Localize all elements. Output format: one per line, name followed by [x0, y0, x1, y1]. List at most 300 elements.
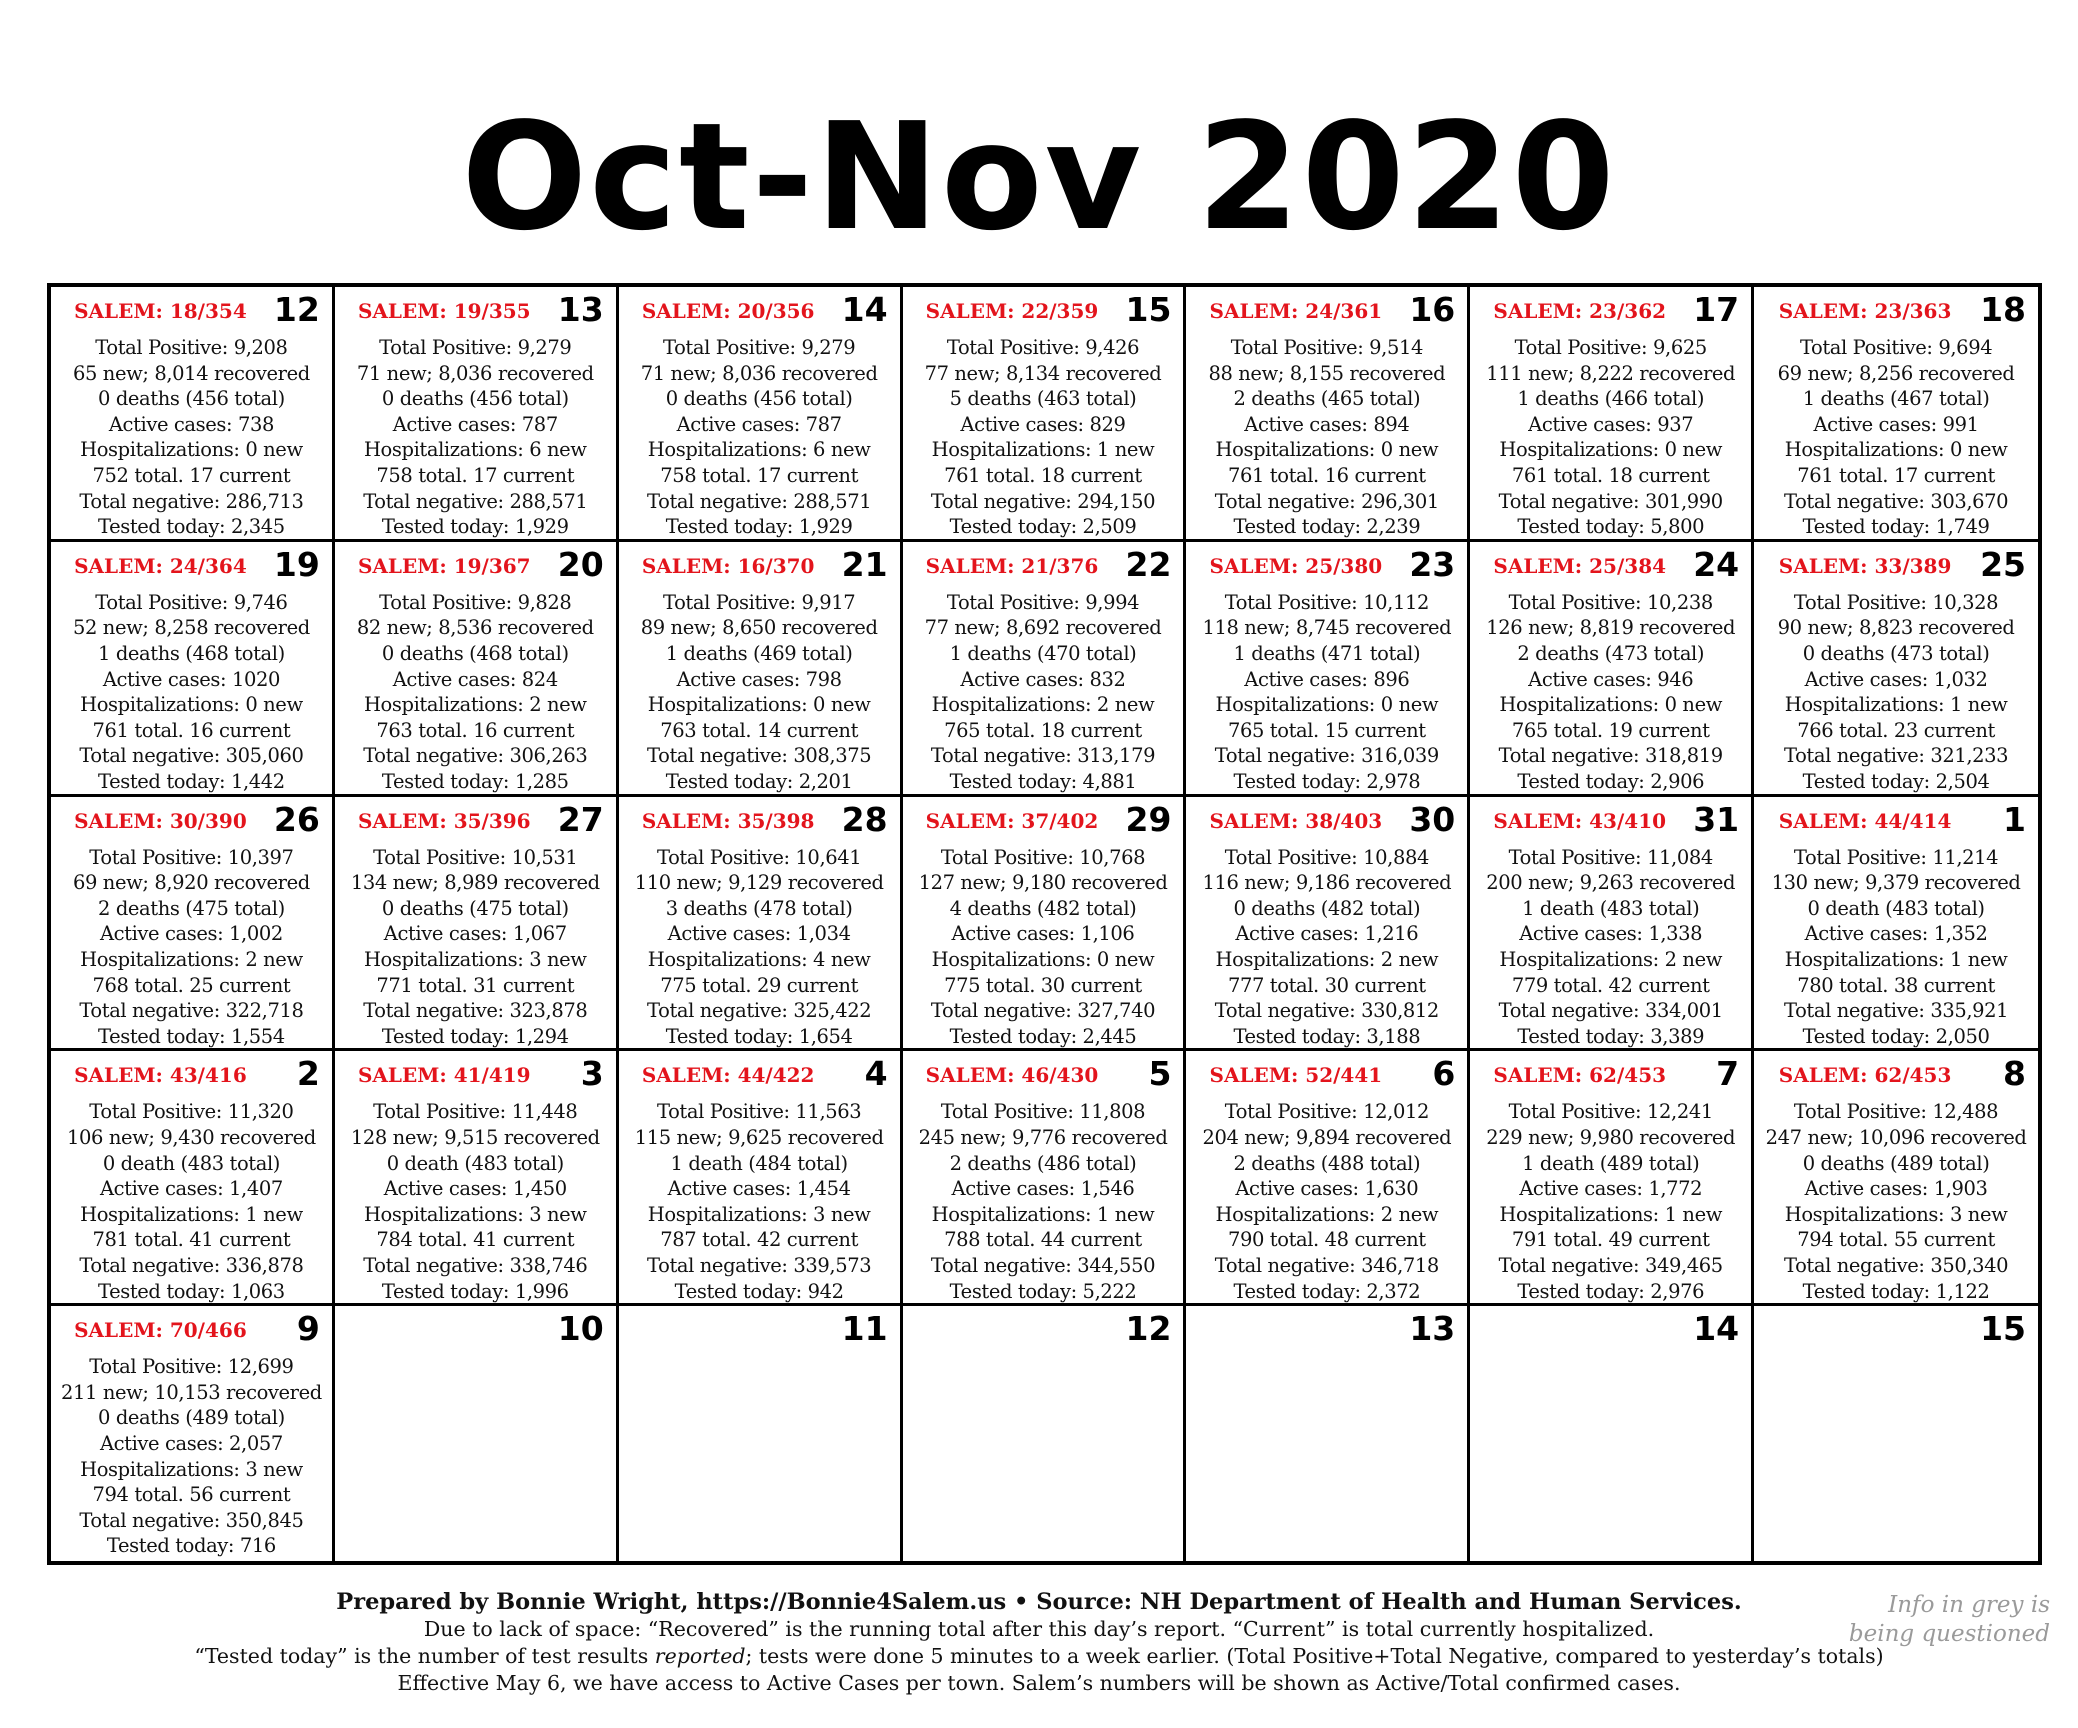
hospitalizations-new: Hospitalizations: 3 new [80, 1457, 303, 1481]
day-stats [903, 335, 1184, 540]
active-cases: Active cases: 937 [1528, 412, 1694, 436]
day-number: 1 [2003, 799, 2026, 839]
total-positive: Total Positive: 9,625 [1514, 336, 1707, 359]
active-cases: Active cases: 1,067 [383, 922, 567, 946]
hospitalizations-new: Hospitalizations: 0 new [1215, 693, 1439, 717]
calendar-day-cell [1470, 287, 1754, 542]
total-positive: Total Positive: 9,694 [1799, 336, 1993, 359]
day-number: 13 [1409, 1309, 1456, 1349]
hospitalizations-total: 761 total. 16 current [92, 718, 291, 742]
day-stats [1186, 1099, 1467, 1304]
recovered-line: 116 new; 9,186 recovered [1202, 871, 1452, 895]
calendar-day-cell [1470, 542, 1754, 797]
hospitalizations-new: Hospitalizations: 6 new [363, 438, 587, 462]
hospitalizations-total: 752 total. 17 current [92, 463, 291, 487]
total-negative: Total negative: 344,550 [930, 1253, 1156, 1277]
day-number: 6 [1432, 1054, 1456, 1094]
recovered-line: 229 new; 9,980 recovered [1486, 1125, 1736, 1149]
salem-cases: SALEM: 19/367 [357, 553, 531, 578]
day-stats [619, 590, 900, 795]
day-stats [1470, 845, 1751, 1050]
calendar-day-cell [1470, 1051, 1754, 1306]
recovered-line: 90 new; 8,823 recovered [1777, 616, 2015, 640]
calendar-day-cell [619, 1306, 903, 1561]
footer-tested-note-b: ; tests were done 5 minutes to a week earlier. (Total Positive+Total Negative, compared to yesterday’s totals) [745, 1644, 1884, 1668]
total-positive: Total Positive: 11,214 [1793, 845, 1999, 869]
deaths-line: 0 deaths (456 total) [98, 387, 285, 411]
day-stats [1186, 335, 1467, 540]
recovered-line: 106 new; 9,430 recovered [67, 1125, 316, 1149]
salem-cases: SALEM: 41/419 [357, 1063, 531, 1088]
calendar-day-cell [51, 797, 335, 1052]
hospitalizations-total: 765 total. 18 current [944, 718, 1142, 742]
hospitalizations-new: Hospitalizations: 0 new [1784, 438, 2008, 462]
active-cases: Active cases: 991 [1813, 412, 1979, 436]
total-negative: Total negative: 305,060 [79, 744, 304, 768]
total-negative: Total negative: 349,465 [1498, 1253, 1723, 1277]
hospitalizations-new: Hospitalizations: 0 new [931, 947, 1155, 971]
calendar-day-cell [335, 1051, 619, 1306]
recovered-line: 88 new; 8,155 recovered [1208, 361, 1446, 385]
total-positive: Total Positive: 12,699 [89, 1355, 294, 1379]
tested-today: Tested today: 2,445 [949, 1024, 1137, 1048]
day-number: 31 [1693, 799, 1740, 839]
tested-today: Tested today: 3,188 [1233, 1024, 1421, 1048]
total-positive: Total Positive: 11,808 [940, 1100, 1146, 1124]
hospitalizations-new: Hospitalizations: 3 new [1784, 1202, 2008, 1226]
total-negative: Total negative: 334,001 [1498, 999, 1723, 1023]
tested-today: Tested today: 2,201 [665, 769, 853, 793]
day-number: 3 [580, 1054, 604, 1094]
hospitalizations-new: Hospitalizations: 1 new [931, 1202, 1155, 1226]
deaths-line: 1 deaths (469 total) [665, 641, 853, 665]
total-negative: Total negative: 330,812 [1214, 999, 1439, 1023]
recovered-line: 77 new; 8,134 recovered [924, 361, 1162, 385]
tested-today: Tested today: 2,976 [1517, 1279, 1705, 1303]
salem-cases: SALEM: 33/389 [1778, 553, 1952, 578]
tested-today: Tested today: 1,554 [98, 1024, 285, 1048]
recovered-line: 247 new; 10,096 recovered [1765, 1125, 2027, 1149]
active-cases: Active cases: 829 [960, 412, 1126, 436]
hospitalizations-total: 794 total. 55 current [1797, 1228, 1995, 1252]
salem-cases: SALEM: 44/422 [641, 1063, 815, 1088]
recovered-line: 211 new; 10,153 recovered [61, 1380, 322, 1404]
hospitalizations-total: 761 total. 18 current [1511, 463, 1710, 487]
day-stats [51, 590, 332, 795]
deaths-line: 1 death (484 total) [670, 1151, 848, 1175]
calendar-day-cell [51, 542, 335, 797]
tested-today: Tested today: 4,881 [949, 769, 1137, 793]
salem-cases: SALEM: 30/390 [74, 808, 247, 833]
active-cases: Active cases: 1,338 [1519, 922, 1703, 946]
day-stats [1470, 1099, 1751, 1304]
hospitalizations-new: Hospitalizations: 2 new [80, 947, 303, 971]
deaths-line: 1 deaths (470 total) [949, 641, 1137, 665]
calendar-day-cell [619, 542, 903, 797]
calendar-day-cell [1754, 287, 2038, 542]
active-cases: Active cases: 1,772 [1519, 1177, 1703, 1201]
hospitalizations-total: 781 total. 41 current [92, 1228, 291, 1252]
total-positive: Total Positive: 10,112 [1224, 590, 1429, 614]
deaths-line: 0 death (483 total) [386, 1151, 564, 1175]
deaths-line: 4 deaths (482 total) [949, 896, 1137, 920]
deaths-line: 0 deaths (489 total) [1802, 1151, 1990, 1175]
salem-cases: SALEM: 35/398 [641, 808, 815, 833]
hospitalizations-total: 775 total. 29 current [660, 973, 859, 997]
hospitalizations-total: 763 total. 14 current [660, 718, 859, 742]
hospitalizations-total: 787 total. 42 current [660, 1228, 859, 1252]
total-negative: Total negative: 288,571 [363, 489, 588, 513]
calendar-day-cell [1186, 797, 1470, 1052]
day-number: 17 [1693, 290, 1740, 329]
deaths-line: 2 deaths (488 total) [1233, 1151, 1421, 1175]
day-number: 2 [296, 1054, 320, 1094]
deaths-line: 0 deaths (489 total) [98, 1406, 285, 1430]
total-positive: Total Positive: 11,563 [656, 1100, 862, 1124]
footer-tested-note-a: “Tested today” is the number of test results [194, 1644, 655, 1668]
salem-cases: SALEM: 62/453 [1493, 1063, 1667, 1088]
salem-cases: SALEM: 46/430 [925, 1063, 1099, 1088]
tested-today: Tested today: 2,978 [1233, 769, 1421, 793]
day-stats [51, 1354, 332, 1559]
recovered-line: 127 new; 9,180 recovered [918, 871, 1168, 895]
total-positive: Total Positive: 9,994 [946, 590, 1140, 614]
calendar-day-cell [1754, 797, 2038, 1052]
tested-today: Tested today: 1,294 [381, 1024, 569, 1048]
recovered-line: 245 new; 9,776 recovered [918, 1125, 1168, 1149]
hospitalizations-new: Hospitalizations: 1 new [931, 438, 1155, 462]
active-cases: Active cases: 1,450 [383, 1177, 567, 1201]
day-number: 7 [1716, 1054, 1740, 1094]
day-number: 9 [296, 1309, 320, 1349]
total-negative: Total negative: 346,718 [1214, 1253, 1439, 1277]
day-stats [619, 335, 900, 540]
calendar-day-cell [1754, 542, 2038, 797]
salem-cases: SALEM: 62/453 [1778, 1063, 1952, 1088]
day-stats [1754, 845, 2038, 1050]
calendar-day-cell [619, 287, 903, 542]
day-number: 14 [1693, 1309, 1740, 1349]
day-stats [335, 590, 616, 795]
total-positive: Total Positive: 9,279 [379, 336, 572, 359]
deaths-line: 0 deaths (475 total) [381, 896, 569, 920]
salem-cases: SALEM: 38/403 [1209, 808, 1383, 833]
day-number: 12 [1125, 1309, 1172, 1349]
day-number: 27 [557, 799, 604, 839]
day-stats [1470, 590, 1751, 795]
hospitalizations-total: 777 total. 30 current [1227, 973, 1426, 997]
salem-cases: SALEM: 23/363 [1778, 299, 1952, 323]
grey-note-line2: being questioned [1848, 1621, 2050, 1647]
deaths-line: 2 deaths (473 total) [1517, 641, 1705, 665]
active-cases: Active cases: 1,454 [667, 1177, 851, 1201]
footer-notes [0, 1588, 2078, 1697]
active-cases: Active cases: 1,407 [99, 1177, 283, 1201]
salem-cases: SALEM: 35/396 [357, 808, 531, 833]
day-stats [619, 845, 900, 1050]
salem-cases: SALEM: 18/354 [74, 299, 247, 323]
recovered-line: 82 new; 8,536 recovered [356, 616, 594, 640]
active-cases: Active cases: 896 [1244, 667, 1410, 691]
salem-cases: SALEM: 21/376 [925, 553, 1099, 578]
tested-today: Tested today: 3,389 [1517, 1024, 1705, 1048]
salem-cases: SALEM: 16/370 [641, 553, 815, 578]
salem-cases: SALEM: 24/364 [74, 553, 247, 578]
tested-today: Tested today: 2,050 [1802, 1024, 1990, 1048]
active-cases: Active cases: 1,216 [1235, 922, 1419, 946]
salem-cases: SALEM: 43/416 [74, 1063, 247, 1088]
calendar-day-cell [335, 1306, 619, 1561]
total-negative: Total negative: 294,150 [930, 489, 1156, 513]
active-cases: Active cases: 824 [392, 667, 558, 691]
day-number: 20 [557, 544, 604, 584]
tested-today: Tested today: 1,996 [381, 1279, 569, 1303]
footer-credit: Prepared by Bonnie Wright, https://Bonnie4Salem.us • Source: NH Department of Health and Human Services. [336, 1589, 1742, 1615]
day-number: 29 [1125, 799, 1172, 839]
active-cases: Active cases: 894 [1244, 412, 1410, 436]
day-stats [619, 1099, 900, 1304]
total-positive: Total Positive: 10,531 [373, 845, 578, 869]
day-stats [51, 845, 332, 1050]
hospitalizations-new: Hospitalizations: 2 new [1215, 947, 1439, 971]
total-positive: Total Positive: 10,884 [1224, 845, 1429, 869]
footer-tested-note-em: reported [654, 1644, 746, 1668]
calendar-day-cell [1186, 1051, 1470, 1306]
deaths-line: 0 deaths (482 total) [1233, 896, 1421, 920]
total-negative: Total negative: 350,340 [1783, 1253, 2009, 1277]
total-negative: Total negative: 303,670 [1783, 489, 2009, 513]
tested-today: Tested today: 2,372 [1233, 1279, 1421, 1303]
day-stats [903, 590, 1184, 795]
day-number: 10 [557, 1309, 604, 1349]
hospitalizations-total: 775 total. 30 current [944, 973, 1142, 997]
day-stats [51, 335, 332, 540]
active-cases: Active cases: 1,903 [1804, 1177, 1988, 1201]
total-negative: Total negative: 327,740 [930, 999, 1156, 1023]
total-negative: Total negative: 288,571 [647, 489, 872, 513]
total-negative: Total negative: 338,746 [363, 1253, 588, 1277]
day-number: 21 [841, 544, 888, 584]
total-positive: Total Positive: 9,828 [379, 590, 572, 614]
calendar-day-cell [619, 1051, 903, 1306]
recovered-line: 71 new; 8,036 recovered [640, 361, 878, 385]
recovered-line: 115 new; 9,625 recovered [634, 1125, 884, 1149]
tested-today: Tested today: 1,063 [98, 1279, 285, 1303]
hospitalizations-total: 761 total. 17 current [1797, 463, 1995, 487]
hospitalizations-total: 780 total. 38 current [1797, 973, 1995, 997]
tested-today: Tested today: 1,929 [381, 515, 569, 539]
day-number: 22 [1125, 544, 1172, 584]
day-stats [335, 1099, 616, 1304]
hospitalizations-total: 763 total. 16 current [376, 718, 575, 742]
deaths-line: 0 death (483 total) [102, 1151, 280, 1175]
day-number: 24 [1693, 544, 1740, 584]
salem-cases: SALEM: 23/362 [1493, 299, 1667, 323]
hospitalizations-total: 794 total. 56 current [92, 1483, 291, 1507]
hospitalizations-new: Hospitalizations: 0 new [80, 693, 303, 717]
deaths-line: 0 deaths (473 total) [1802, 641, 1990, 665]
total-positive: Total Positive: 9,208 [95, 336, 288, 359]
page-title: Oct-Nov 2020 [461, 91, 1617, 263]
day-number: 23 [1409, 544, 1456, 584]
calendar-day-cell [1754, 1051, 2038, 1306]
hospitalizations-new: Hospitalizations: 1 new [80, 1202, 303, 1226]
grey-note-line1: Info in grey is [1888, 1592, 2050, 1618]
day-number: 18 [1980, 290, 2026, 329]
salem-cases: SALEM: 19/355 [357, 299, 531, 323]
deaths-line: 2 deaths (475 total) [98, 896, 285, 920]
total-positive: Total Positive: 9,514 [1230, 336, 1423, 359]
active-cases: Active cases: 1,352 [1804, 922, 1988, 946]
active-cases: Active cases: 787 [676, 412, 842, 436]
tested-today: Tested today: 1,442 [98, 769, 285, 793]
tested-today: Tested today: 1,285 [381, 769, 569, 793]
day-number: 14 [841, 290, 888, 329]
salem-cases: SALEM: 52/441 [1209, 1063, 1383, 1088]
hospitalizations-total: 779 total. 42 current [1511, 973, 1710, 997]
total-positive: Total Positive: 9,279 [663, 336, 856, 359]
day-stats [903, 845, 1184, 1050]
total-positive: Total Positive: 12,241 [1508, 1100, 1713, 1124]
day-number: 11 [841, 1309, 888, 1349]
hospitalizations-total: 765 total. 15 current [1227, 718, 1426, 742]
active-cases: Active cases: 1,546 [951, 1177, 1135, 1201]
total-negative: Total negative: 318,819 [1498, 744, 1723, 768]
tested-today: Tested today: 1,749 [1802, 515, 1990, 539]
deaths-line: 2 deaths (465 total) [1233, 387, 1421, 411]
deaths-line: 1 death (483 total) [1522, 896, 1700, 920]
active-cases: Active cases: 2,057 [99, 1431, 283, 1455]
deaths-line: 0 death (483 total) [1807, 896, 1985, 920]
hospitalizations-new: Hospitalizations: 2 new [931, 693, 1155, 717]
total-positive: Total Positive: 10,397 [89, 845, 294, 869]
day-number: 16 [1409, 290, 1456, 329]
total-positive: Total Positive: 10,238 [1508, 590, 1713, 614]
calendar-day-cell [335, 797, 619, 1052]
tested-today: Tested today: 2,345 [98, 515, 285, 539]
total-positive: Total Positive: 12,488 [1793, 1100, 1999, 1124]
active-cases: Active cases: 1,034 [667, 922, 851, 946]
hospitalizations-new: Hospitalizations: 0 new [647, 693, 871, 717]
tested-today: Tested today: 942 [674, 1279, 844, 1303]
calendar-day-cell [903, 1051, 1187, 1306]
total-positive: Total Positive: 12,012 [1224, 1100, 1429, 1124]
calendar-day-cell [1754, 1306, 2038, 1561]
total-negative: Total negative: 316,039 [1214, 744, 1439, 768]
hospitalizations-new: Hospitalizations: 2 new [363, 693, 587, 717]
total-negative: Total negative: 296,301 [1214, 489, 1439, 513]
active-cases: Active cases: 787 [392, 412, 558, 436]
recovered-line: 204 new; 9,894 recovered [1202, 1125, 1452, 1149]
active-cases: Active cases: 1,002 [99, 922, 283, 946]
deaths-line: 0 deaths (468 total) [381, 641, 569, 665]
footer-space-note: Due to lack of space: “Recovered” is the running total after this day’s report. “Current” is total currently hospitalized. [423, 1617, 1655, 1641]
footer-active-note: Effective May 6, we have access to Active Cases per town. Salem’s numbers will be shown as Active/Total confirmed cases. [397, 1671, 1681, 1695]
total-positive: Total Positive: 11,084 [1508, 845, 1713, 869]
total-negative: Total negative: 335,921 [1783, 999, 2009, 1023]
hospitalizations-total: 784 total. 41 current [376, 1228, 575, 1252]
day-number: 25 [1980, 544, 2026, 584]
grey-info-note [1790, 1591, 2050, 1649]
recovered-line: 110 new; 9,129 recovered [634, 871, 884, 895]
calendar-day-cell [903, 542, 1187, 797]
deaths-line: 1 deaths (466 total) [1517, 387, 1705, 411]
salem-cases: SALEM: 24/361 [1209, 299, 1383, 323]
hospitalizations-total: 768 total. 25 current [92, 973, 291, 997]
active-cases: Active cases: 738 [108, 412, 274, 436]
deaths-line: 1 deaths (468 total) [98, 641, 285, 665]
deaths-line: 0 deaths (456 total) [665, 387, 853, 411]
total-negative: Total negative: 301,990 [1498, 489, 1723, 513]
day-number: 4 [864, 1054, 888, 1094]
tested-today: Tested today: 5,222 [949, 1279, 1137, 1303]
hospitalizations-total: 788 total. 44 current [944, 1228, 1142, 1252]
calendar-day-cell [1470, 1306, 1754, 1561]
total-positive: Total Positive: 9,426 [946, 336, 1140, 359]
hospitalizations-new: Hospitalizations: 0 new [80, 438, 303, 462]
tested-today: Tested today: 716 [106, 1534, 276, 1558]
calendar-day-cell [619, 797, 903, 1052]
deaths-line: 1 deaths (471 total) [1233, 641, 1421, 665]
recovered-line: 71 new; 8,036 recovered [356, 361, 594, 385]
calendar-day-cell [1186, 287, 1470, 542]
total-negative: Total negative: 313,179 [930, 744, 1156, 768]
day-stats [335, 335, 616, 540]
total-negative: Total negative: 339,573 [647, 1253, 872, 1277]
salem-cases: SALEM: 43/410 [1493, 808, 1667, 833]
active-cases: Active cases: 798 [676, 667, 842, 691]
total-positive: Total Positive: 11,320 [89, 1100, 294, 1124]
active-cases: Active cases: 946 [1528, 667, 1694, 691]
hospitalizations-new: Hospitalizations: 4 new [647, 947, 871, 971]
tested-today: Tested today: 1,929 [665, 515, 853, 539]
total-negative: Total negative: 322,718 [79, 999, 304, 1023]
day-stats [335, 845, 616, 1050]
active-cases: Active cases: 1,106 [951, 922, 1135, 946]
total-negative: Total negative: 350,845 [79, 1508, 304, 1532]
tested-today: Tested today: 5,800 [1517, 515, 1705, 539]
hospitalizations-total: 758 total. 17 current [660, 463, 859, 487]
day-number: 13 [557, 290, 604, 329]
calendar-day-cell [51, 1306, 335, 1561]
hospitalizations-new: Hospitalizations: 3 new [363, 1202, 587, 1226]
day-number: 12 [273, 290, 320, 329]
calendar-day-cell [1470, 797, 1754, 1052]
total-positive: Total Positive: 10,328 [1793, 590, 1999, 614]
recovered-line: 69 new; 8,256 recovered [1777, 361, 2015, 385]
calendar-day-cell [51, 1051, 335, 1306]
recovered-line: 126 new; 8,819 recovered [1486, 616, 1736, 640]
day-stats [1754, 590, 2038, 795]
deaths-line: 5 deaths (463 total) [949, 387, 1137, 411]
hospitalizations-new: Hospitalizations: 2 new [1499, 947, 1723, 971]
tested-today: Tested today: 2,504 [1802, 769, 1990, 793]
hospitalizations-total: 761 total. 18 current [944, 463, 1142, 487]
footer-tested-note [0, 1643, 2078, 1670]
hospitalizations-total: 791 total. 49 current [1511, 1228, 1710, 1252]
recovered-line: 128 new; 9,515 recovered [350, 1125, 600, 1149]
deaths-line: 2 deaths (486 total) [949, 1151, 1137, 1175]
active-cases: Active cases: 832 [960, 667, 1126, 691]
hospitalizations-new: Hospitalizations: 6 new [647, 438, 871, 462]
hospitalizations-new: Hospitalizations: 1 new [1784, 693, 2008, 717]
salem-cases: SALEM: 70/466 [74, 1318, 247, 1343]
total-positive: Total Positive: 9,917 [663, 590, 856, 614]
total-negative: Total negative: 336,878 [79, 1253, 304, 1277]
calendar-day-cell [1186, 1306, 1470, 1561]
hospitalizations-total: 790 total. 48 current [1227, 1228, 1426, 1252]
total-negative: Total negative: 321,233 [1783, 744, 2009, 768]
